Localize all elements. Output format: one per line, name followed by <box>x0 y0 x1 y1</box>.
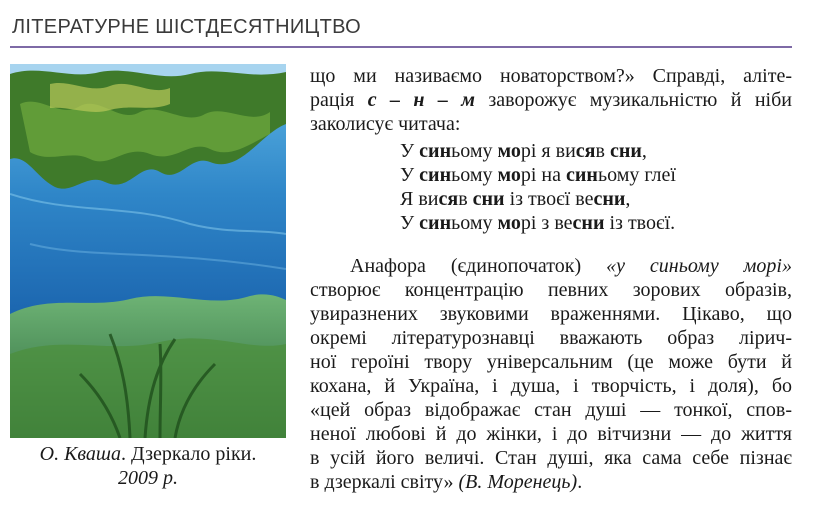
page-header-title: ЛІТЕРАТУРНЕ ШІСТДЕСЯТНИЦТВО <box>12 16 361 38</box>
body-text <box>310 64 792 494</box>
citation-author: (В. Моренець) <box>458 471 578 493</box>
alliteration-sounds: с – н – м <box>367 89 475 111</box>
header-rule <box>10 46 792 48</box>
paragraph-2-line: ної героїні твору універсальним (це може бути й <box>310 351 792 373</box>
paragraph-2-line: неної любові й до жінки, і до вітчизни — до життя <box>310 423 792 445</box>
caption-line-1 <box>10 442 286 466</box>
poem-excerpt <box>400 139 792 235</box>
caption-title: . Дзеркало ріки. <box>121 443 257 465</box>
paragraph-2-line: в дзеркалі світу» (В. Моренець). <box>310 471 583 493</box>
paragraph-2-line: створює концентрацію певних зорових образів, <box>310 279 792 301</box>
verse-line: Я висяв сни із твоєї весни, <box>400 188 631 210</box>
caption-year: 2009 р. <box>118 467 178 489</box>
paragraph-2-line: увиразнених звуковими враженнями. Цікаво, що <box>310 303 792 325</box>
paragraph-2-line: кохана, й Україна, і душа, і творчість, і доля), бо <box>310 375 792 397</box>
verse-line: У синьому морі з весни із твоєї. <box>400 212 676 234</box>
verse-line: У синьому морі я висяв сни, <box>400 140 647 162</box>
caption-author: О. Кваша <box>39 443 122 465</box>
paragraph-2-line: в усій його величі. Стан душі, яка сама себе пізнає <box>310 447 792 469</box>
figure-caption <box>10 442 286 490</box>
paragraph-2-line: «цей образ відображає стан душі — тонкої, спов- <box>310 399 792 421</box>
paragraph-1-line: що ми називаємо новаторством?» Справді, аліте- <box>310 65 792 87</box>
paragraph-2-line: Анафора (єдинопочаток) «у синьому морі» <box>350 255 792 277</box>
paragraph-1-line: заколисує читача: <box>310 113 461 135</box>
anaphora-quote: «у синьому морі» <box>606 255 792 277</box>
verse-line: У синьому морі на синьому глеї <box>400 164 676 186</box>
paragraph-1-line: рація с – н – м заворожує музикальністю й ніби <box>310 89 792 111</box>
painting-image <box>10 64 286 438</box>
river-mirror-painting <box>10 64 286 438</box>
paragraph-2-line: окремі літературознавці вважають образ лірич- <box>310 327 792 349</box>
